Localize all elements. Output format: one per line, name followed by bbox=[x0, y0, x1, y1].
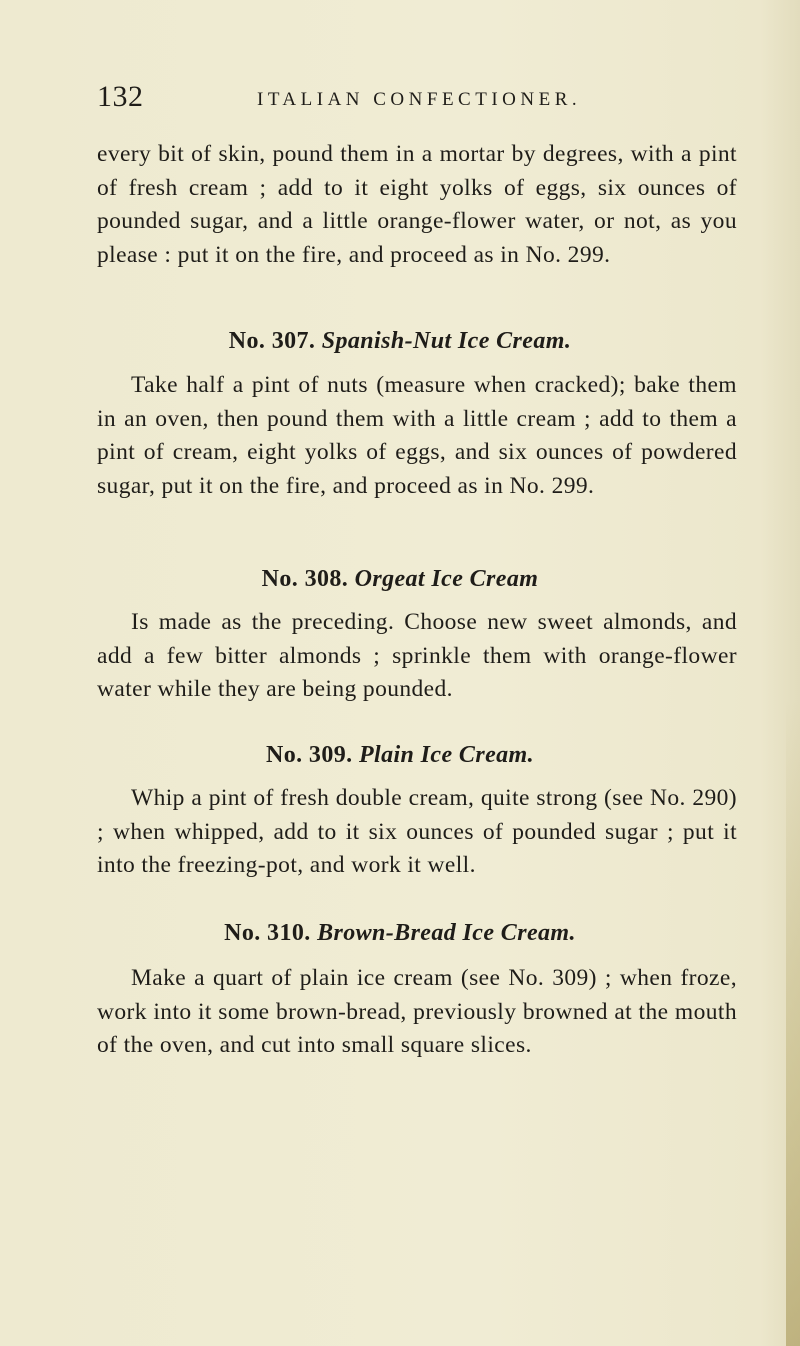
recipe-number: No. 307. bbox=[228, 328, 316, 354]
recipe-heading-309 bbox=[0, 740, 800, 770]
recipe-body-307: Take half a pint of nuts (measure when cracked); bake them in an oven, then pound them with a little cream ; add to them a pint of cream, eight yolks of eggs, and six ounces of powdered sugar, put it on the fire, and proceed as in No. 299. bbox=[97, 372, 737, 499]
recipe-title: Spanish-Nut Ice Cream. bbox=[321, 328, 572, 354]
recipe-number: No. 309. bbox=[265, 742, 353, 768]
recipe-heading-308 bbox=[0, 564, 800, 594]
running-head: ITALIAN CONFECTIONER. bbox=[257, 89, 582, 110]
recipe-body-310: Make a quart of plain ice cream (see No. 309) ; when froze, work into it some brown-bread, previously browned at the mouth of the oven, and cut into small square slices. bbox=[97, 965, 737, 1058]
recipe-number: No. 308. bbox=[261, 566, 349, 592]
recipe-number: No. 310. bbox=[224, 920, 311, 946]
recipe-body-308: Is made as the preceding. Choose new sweet almonds, and add a few bitter almonds ; sprinkle them with orange-flower water while they are being pounded. bbox=[97, 609, 737, 702]
recipe-title: Orgeat Ice Cream bbox=[354, 566, 539, 592]
continued-paragraph: every bit of skin, pound them in a mortar by degrees, with a pint of fresh cream ; add to it eight yolks of eggs, six ounces of pounded sugar, and a little orange-flower water, or not, as you please : put it on the fire, and proceed as in No. 299. bbox=[97, 141, 737, 268]
recipe-heading-310 bbox=[0, 918, 800, 948]
page-edge-stain bbox=[786, 700, 800, 1346]
recipe-title: Brown-Bread Ice Cream. bbox=[317, 920, 576, 946]
page-number: 132 bbox=[97, 80, 144, 113]
recipe-body-309: Whip a pint of fresh double cream, quite strong (see No. 290) ; when whipped, add to it six ounces of pounded sugar ; put it into the freezing-pot, and work it well. bbox=[97, 785, 737, 878]
page-header bbox=[97, 80, 737, 120]
recipe-title: Plain Ice Cream. bbox=[358, 742, 534, 768]
recipe-heading-307 bbox=[0, 326, 800, 356]
